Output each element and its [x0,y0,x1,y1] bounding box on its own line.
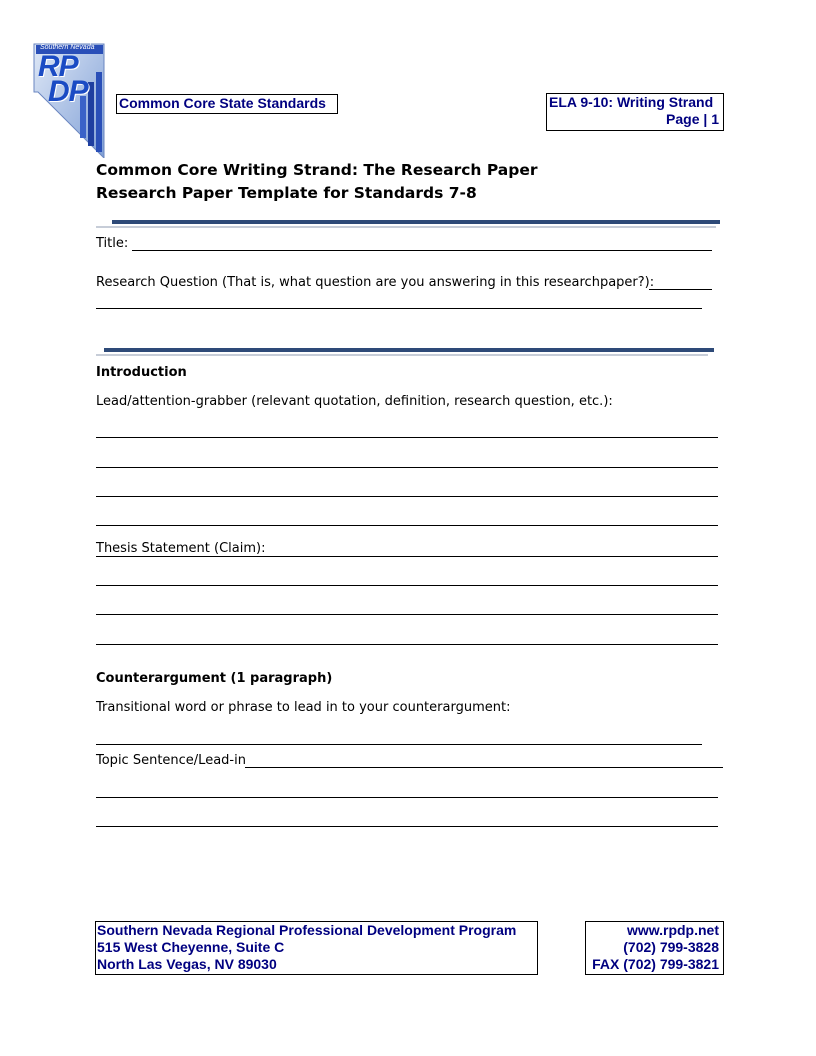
thesis-line-inline[interactable] [96,556,718,557]
topic-sentence-line-inline[interactable] [245,767,723,768]
research-question-label: Research Question (That is, what question are you answering in this researchpaper?): [96,275,655,290]
title-field-label: Title: [96,236,129,251]
logo-letters-bottom: DP [48,75,88,108]
transition-label: Transitional word or phrase to lead in to your counterargument: [96,700,511,715]
standards-label: Common Core State Standards [119,95,326,111]
topic-sentence-label: Topic Sentence/Lead-in [96,753,246,768]
thesis-line[interactable] [96,644,718,645]
footer-org-name: Southern Nevada Regional Professional Development Program [97,922,517,938]
lead-line[interactable] [96,525,718,526]
topic-sentence-line[interactable] [96,826,718,827]
rpdp-logo [32,42,106,158]
footer-city: North Las Vegas, NV 89030 [97,956,277,972]
research-question-line[interactable] [96,308,702,309]
lead-line[interactable] [96,437,718,438]
logo-tagline: Southern Nevada [40,44,95,51]
footer-phone: (702) 799-3828 [623,939,719,955]
strand-page-box [546,93,724,131]
footer-website[interactable]: www.rpdp.net [626,922,719,938]
transition-line[interactable] [96,744,702,745]
lead-line[interactable] [96,467,718,468]
document-subtitle: Research Paper Template for Standards 7-8 [96,184,477,202]
lead-line[interactable] [96,496,718,497]
footer-address-box [95,921,538,975]
lead-label: Lead/attention-grabber (relevant quotation, definition, research question, etc.): [96,394,613,409]
topic-sentence-line[interactable] [96,797,718,798]
introduction-heading: Introduction [96,365,187,380]
footer-fax: FAX (702) 799-3821 [592,956,719,972]
document-title: Common Core Writing Strand: The Research Paper [96,161,538,179]
strand-label: ELA 9-10: Writing Strand [549,94,714,110]
standards-label-box [116,94,338,114]
footer-contact-box [585,921,724,975]
page-number: Page | 1 [666,111,719,127]
thesis-line[interactable] [96,585,718,586]
logo-letters-top: RP [38,50,78,83]
research-question-line-inline[interactable] [649,289,712,290]
thesis-label: Thesis Statement (Claim): [96,541,266,556]
thesis-line[interactable] [96,614,718,615]
counterargument-heading: Counterargument (1 paragraph) [96,671,333,686]
title-input-line[interactable] [132,250,712,251]
footer-street: 515 West Cheyenne, Suite C [97,939,285,955]
